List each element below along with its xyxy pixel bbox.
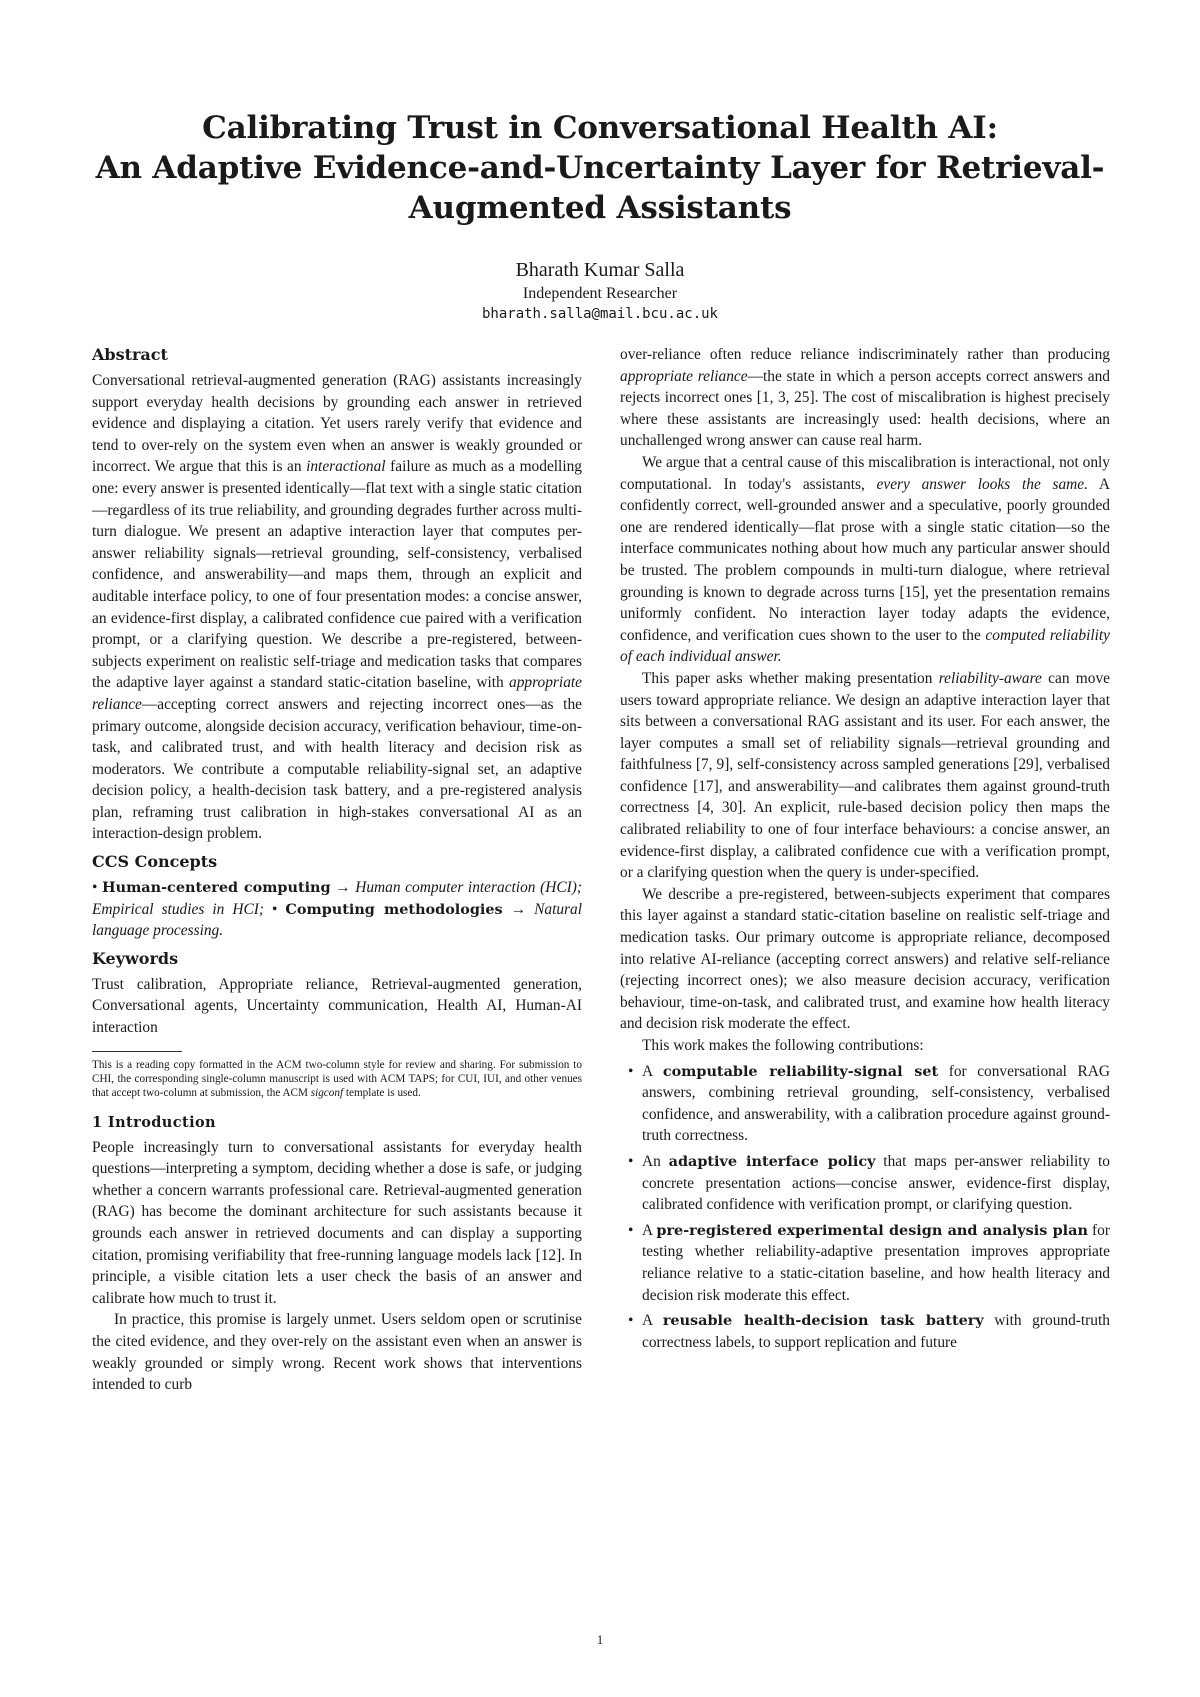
author-email: bharath.salla@mail.bcu.ac.uk	[481, 306, 718, 322]
title-line-2: An Adaptive Evidence-and-Uncertainty Layer for Retrieval-	[95, 150, 1105, 186]
contribution-item: • A reusable health-decision task battery with ground-truth correctness labels, to support replication and future	[628, 1312, 1110, 1351]
right-paragraph-0: over-reliance often reduce reliance indiscriminately rather than producing appropriate reliance—the state in which a person accepts correct answers and rejects incorrect ones [1, 3, 25]. The cost of miscalibration is highest precisely where these assistants are increasingly used: health decisions, where an unchallenged wrong answer can cause real harm.	[620, 346, 1110, 450]
footnote-rule	[92, 1051, 182, 1052]
ccs-concepts: • Human-centered computing → Human computer interaction (HCI); Empirical studies in HCI; • Computing methodologies → Natural language processing.	[92, 879, 583, 940]
left-column	[92, 344, 582, 1396]
contribution-item: • An adaptive interface policy that maps per-answer reliability to concrete presentation actions—concise answer, evidence-first display, calibrated confidence with verification prompt, or clarifying question.	[628, 1152, 1111, 1214]
right-paragraph-1: We argue that a central cause of this miscalibration is interactional, not only computational. In today's assistants, every answer looks the same. A confidently correct, well-grounded answer and a speculative, poorly grounded one are rendered identically—flat prose with a single static citation—so the interface communicates nothing about how much any particular answer should be trusted. The problem compounds in multi-turn dialogue, where retrieval grounding is known to degrade across turns [15], yet the presentation remains uniformly confident. No interaction layer today adapts the evidence, confidence, and verification cues shown to the user to the computed reliability of each individual answer.	[620, 453, 1111, 666]
footnote: This is a reading copy formatted in the ACM two-column style for review and sharing. For submission to CHI, the corresponding single-column manuscript is used with ACM TAPS; for CUI, IUI, and other venues that accept two-column at submission, the ACM sigconf template is used.	[92, 1058, 582, 1099]
title-line-3: Augmented Assistants	[408, 190, 792, 226]
keywords-heading: Keywords	[92, 948, 179, 968]
keywords-text: Trust calibration, Appropriate reliance, Retrieval-augmented generation, Conversational agents, Uncertainty communication, Health AI, Human-AI interaction	[92, 975, 582, 1037]
abstract-text: Conversational retrieval-augmented generation (RAG) assistants increasingly support everyday health decisions by grounding each answer in retrieved evidence and displaying a citation. Yet users rarely verify that evidence and tend to over-rely on the system even when an answer is weakly grounded or incorrect. We argue that this is an interactional failure as much as a modelling one: every answer is presented identically—flat text with a single static citation—regardless of its true reliability, and grounding degrades further across multi-turn dialogue. We present an adaptive interaction layer that computes per-answer reliability signals—retrieval grounding, self-consistency, verbalised confidence, and answerability—and maps them, through an explicit and auditable interface policy, to one of four presentation modes: a concise answer, an evidence-first display, a calibrated confidence cue paired with a verification prompt, or a clarifying question. We describe a pre-registered, between-subjects experiment on realistic self-triage and medication tasks that compares the adaptive layer against a standard static-citation baseline, with appropriate reliance—accepting correct answers and rejecting incorrect ones—as the primary outcome, alongside decision accuracy, verification behaviour, time-on-task, and calibrated trust, and with health literacy and decision risk as moderators. We contribute a computable reliability-signal set, an adaptive decision policy, a health-decision task battery, and a pre-registered analysis plan, reframing trust calibration in high-stakes conversational AI as an interaction-design problem.	[92, 372, 582, 843]
contributions-list	[620, 1061, 1110, 1354]
page-number: 1	[596, 1632, 604, 1647]
author-name: Bharath Kumar Salla	[515, 259, 685, 281]
right-paragraph-4: This work makes the following contributions:	[642, 1037, 924, 1054]
right-column	[620, 344, 1110, 1357]
intro-heading: 1 Introduction	[92, 1113, 217, 1131]
abstract-heading: Abstract	[92, 345, 168, 364]
paper-title	[80, 108, 1120, 228]
author-affiliation: Independent Researcher	[522, 285, 678, 302]
right-paragraph-2: This paper asks whether making presentation reliability-aware can move users toward appropriate reliance. We design an adaptive interaction layer that sits between a conversational RAG assistant and its user. For each answer, the layer computes a small set of reliability signals—retrieval grounding and faithfulness [7, 9], self-consistency across sampled generations [29], verbalised confidence [17], and answerability—and calibrates them against ground-truth correctness [4, 30]. An explicit, rule-based decision policy then maps the calibrated reliability to one of four interface behaviours: a concise answer, an evidence-first display, a calibrated confidence cue with a verification prompt, or a clarifying question when the query is under-specified.	[620, 669, 1110, 882]
title-line-1: Calibrating Trust in Conversational Health AI:	[202, 110, 998, 146]
right-paragraph-3: We describe a pre-registered, between-subjects experiment that compares this layer against a standard static-citation baseline on realistic self-triage and medication tasks. Our primary outcome is appropriate reliance, decomposed into relative AI-reliance (accepting correct answers) and relative self-reliance (rejecting incorrect ones); we also measure decision accuracy, verification behaviour, time-on-task, and calibrated trust, and examine how health literacy and decision risk moderate the effect.	[620, 885, 1110, 1033]
intro-paragraph-1: People increasingly turn to conversational assistants for everyday health questions—interpreting a symptom, deciding whether a dose is safe, or judging whether a concern warrants professional care. Retrieval-augmented generation (RAG) has become the dominant architecture for such assistants because it grounds each answer in retrieved documents and can display a supporting citation, promising verifiability that free-running language models lack [12]. In principle, a visible citation lets a user check the basis of an answer and calibrate how much to trust it.	[92, 1138, 582, 1307]
ccs-heading: CCS Concepts	[92, 852, 218, 872]
contribution-item: • A pre-registered experimental design and analysis plan for testing whether reliability-adaptive presentation improves appropriate reliance relative to a static-citation baseline, and how health literacy and decision risk moderate this effect.	[628, 1221, 1110, 1304]
contribution-item: • A computable reliability-signal set for conversational RAG answers, combining retrieval grounding, self-consistency, verbalised confidence, and answerability, with a calibration procedure against ground-truth correctness.	[628, 1062, 1110, 1145]
intro-paragraph-2: In practice, this promise is largely unmet. Users seldom open or scrutinise the cited evidence, and they over-rely on the assistant even when an answer is weakly grounded or simply wrong. Recent work shows that interventions intended to curb	[92, 1311, 582, 1394]
